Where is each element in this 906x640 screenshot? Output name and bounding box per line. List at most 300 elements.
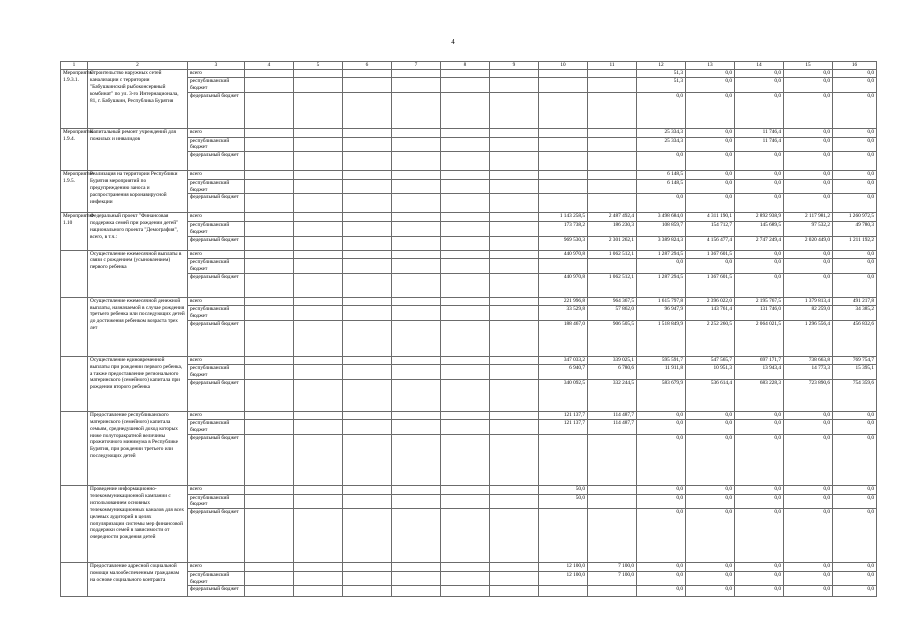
empty-cell: [392, 258, 441, 273]
empty-cell: [490, 365, 539, 380]
empty-cell: [441, 250, 490, 258]
funding-source: республиканский бюджет: [188, 306, 245, 321]
funding-source: республиканский бюджет: [188, 494, 245, 509]
value-cell: 1 367 601,5: [686, 250, 735, 258]
empty-cell: [245, 297, 294, 305]
value-cell: 188 467,0: [539, 320, 588, 356]
value-cell: 131 746,0: [735, 306, 784, 321]
funding-source: всего: [188, 213, 245, 221]
empty-cell: [343, 213, 392, 221]
empty-cell: [245, 137, 294, 152]
empty-cell: [245, 509, 294, 563]
value-cell: 2 487 492,4: [588, 213, 637, 221]
empty-cell: [245, 129, 294, 137]
value-cell: 1 211 192,2: [833, 236, 877, 250]
empty-cell: [294, 494, 343, 509]
empty-cell: [392, 179, 441, 194]
value-cell: 2 892 938,9: [735, 213, 784, 221]
value-cell: [539, 171, 588, 179]
empty-cell: [392, 411, 441, 419]
empty-cell: [490, 411, 539, 419]
value-cell: [539, 70, 588, 78]
column-number-cell: 6: [343, 62, 392, 70]
value-cell: 25 334,3: [637, 137, 686, 152]
funding-source: федеральный бюджет: [188, 586, 245, 597]
empty-cell: [343, 356, 392, 364]
value-cell: [539, 179, 588, 194]
empty-cell: [245, 435, 294, 486]
value-cell: 683 228,3: [735, 379, 784, 411]
empty-cell: [392, 273, 441, 297]
value-cell: 0,0: [686, 509, 735, 563]
empty-cell: [343, 70, 392, 78]
column-number-row: [61, 62, 877, 70]
empty-cell: [392, 194, 441, 213]
measure-code: [61, 250, 88, 297]
empty-cell: [441, 494, 490, 509]
value-cell: 11 746,4: [735, 129, 784, 137]
funding-source: федеральный бюджет: [188, 152, 245, 171]
value-cell: 4 311 190,1: [686, 213, 735, 221]
empty-cell: [490, 258, 539, 273]
funding-source: республиканский бюджет: [188, 179, 245, 194]
value-cell: 0,0: [833, 563, 877, 571]
empty-cell: [392, 509, 441, 563]
table-row: [61, 70, 877, 78]
empty-cell: [245, 486, 294, 494]
value-cell: 0,0: [637, 258, 686, 273]
empty-cell: [392, 365, 441, 380]
empty-cell: [441, 137, 490, 152]
column-number-cell: 1: [61, 62, 88, 70]
value-cell: 583 679,9: [637, 379, 686, 411]
empty-cell: [490, 379, 539, 411]
funding-source: федеральный бюджет: [188, 273, 245, 297]
empty-cell: [490, 320, 539, 356]
value-cell: 340 092,5: [539, 379, 588, 411]
empty-cell: [441, 563, 490, 571]
empty-cell: [343, 258, 392, 273]
empty-cell: [392, 379, 441, 411]
value-cell: 0,0: [637, 435, 686, 486]
value-cell: 0,0: [833, 179, 877, 194]
empty-cell: [343, 236, 392, 250]
measure-code: Мероприятие 1.9.5.: [61, 171, 88, 213]
table-row: [61, 297, 877, 305]
value-cell: 0,0: [686, 411, 735, 419]
funding-source: всего: [188, 411, 245, 419]
column-number-cell: 9: [490, 62, 539, 70]
empty-cell: [245, 411, 294, 419]
value-cell: 0,0: [686, 486, 735, 494]
empty-cell: [490, 93, 539, 129]
value-cell: 0,0: [784, 93, 833, 129]
empty-cell: [343, 571, 392, 586]
value-cell: 0,0: [833, 571, 877, 586]
value-cell: [588, 435, 637, 486]
value-cell: 2 301 262,1: [588, 236, 637, 250]
value-cell: 0,0: [637, 194, 686, 213]
empty-cell: [441, 213, 490, 221]
empty-cell: [490, 194, 539, 213]
value-cell: 11 911,8: [637, 365, 686, 380]
empty-cell: [441, 586, 490, 597]
funding-source: федеральный бюджет: [188, 93, 245, 129]
empty-cell: [294, 273, 343, 297]
value-cell: 12 100,0: [539, 563, 588, 571]
value-cell: 0,0: [833, 250, 877, 258]
empty-cell: [245, 273, 294, 297]
value-cell: 0,0: [686, 420, 735, 435]
empty-cell: [343, 179, 392, 194]
value-cell: 0,0: [833, 273, 877, 297]
empty-cell: [245, 356, 294, 364]
value-cell: 186 230,3: [588, 221, 637, 236]
value-cell: 738 663,8: [784, 356, 833, 364]
empty-cell: [441, 171, 490, 179]
funding-source: федеральный бюджет: [188, 435, 245, 486]
value-cell: 0,0: [637, 486, 686, 494]
value-cell: 906 505,5: [588, 320, 637, 356]
value-cell: [539, 586, 588, 597]
value-cell: [539, 152, 588, 171]
value-cell: 456 832,6: [833, 320, 877, 356]
empty-cell: [490, 213, 539, 221]
value-cell: 1 062 512,1: [588, 273, 637, 297]
empty-cell: [343, 297, 392, 305]
empty-cell: [343, 435, 392, 486]
value-cell: 2 117 981,2: [784, 213, 833, 221]
value-cell: [539, 509, 588, 563]
empty-cell: [392, 152, 441, 171]
value-cell: 51,3: [637, 78, 686, 93]
value-cell: 0,0: [735, 250, 784, 258]
value-cell: 2 020 449,0: [784, 236, 833, 250]
value-cell: 2 195 767,5: [735, 297, 784, 305]
empty-cell: [490, 221, 539, 236]
value-cell: 0,0: [686, 435, 735, 486]
value-cell: 96 947,9: [637, 306, 686, 321]
measure-code: [61, 411, 88, 485]
value-cell: 0,0: [784, 171, 833, 179]
value-cell: 173 738,2: [539, 221, 588, 236]
empty-cell: [441, 78, 490, 93]
funding-source: всего: [188, 70, 245, 78]
value-cell: 1 287 294,5: [637, 273, 686, 297]
empty-cell: [441, 70, 490, 78]
empty-cell: [343, 509, 392, 563]
value-cell: 0,0: [637, 571, 686, 586]
value-cell: 0,0: [686, 137, 735, 152]
measure-code: Мероприятие 1.9.4.: [61, 129, 88, 171]
value-cell: 0,0: [784, 152, 833, 171]
column-number-cell: 11: [588, 62, 637, 70]
value-cell: 0,0: [784, 420, 833, 435]
value-cell: 1 367 601,5: [686, 273, 735, 297]
funding-source: федеральный бюджет: [188, 379, 245, 411]
value-cell: 121 137,7: [539, 420, 588, 435]
funding-source: всего: [188, 171, 245, 179]
empty-cell: [441, 306, 490, 321]
empty-cell: [490, 70, 539, 78]
empty-cell: [441, 435, 490, 486]
funding-source: всего: [188, 563, 245, 571]
value-cell: 0,0: [784, 250, 833, 258]
value-cell: 6 148,5: [637, 179, 686, 194]
empty-cell: [490, 486, 539, 494]
measure-code: Мероприятие 1.9.3.1.: [61, 70, 88, 129]
empty-cell: [245, 221, 294, 236]
empty-cell: [490, 129, 539, 137]
empty-cell: [490, 306, 539, 321]
value-cell: [539, 258, 588, 273]
funding-source: федеральный бюджет: [188, 509, 245, 563]
empty-cell: [441, 411, 490, 419]
value-cell: 1 287 294,5: [637, 250, 686, 258]
empty-cell: [294, 297, 343, 305]
empty-cell: [294, 320, 343, 356]
value-cell: [588, 70, 637, 78]
empty-cell: [392, 171, 441, 179]
value-cell: 0,0: [833, 194, 877, 213]
funding-source: республиканский бюджет: [188, 137, 245, 152]
table-row: [61, 250, 877, 258]
value-cell: 0,0: [784, 586, 833, 597]
empty-cell: [343, 171, 392, 179]
value-cell: 3 389 824,3: [637, 236, 686, 250]
value-cell: 0,0: [735, 563, 784, 571]
value-cell: 0,0: [833, 171, 877, 179]
value-cell: 114 487,7: [588, 411, 637, 419]
empty-cell: [490, 236, 539, 250]
empty-cell: [294, 258, 343, 273]
value-cell: 0,0: [833, 258, 877, 273]
empty-cell: [245, 420, 294, 435]
empty-cell: [392, 250, 441, 258]
empty-cell: [294, 70, 343, 78]
value-cell: 14 773,3: [784, 365, 833, 380]
empty-cell: [343, 78, 392, 93]
value-cell: 1 518 849,9: [637, 320, 686, 356]
empty-cell: [294, 486, 343, 494]
value-cell: 15 395,1: [833, 365, 877, 380]
value-cell: 0,0: [833, 586, 877, 597]
empty-cell: [490, 273, 539, 297]
column-number-cell: 15: [784, 62, 833, 70]
value-cell: 0,0: [833, 152, 877, 171]
column-number-cell: 4: [245, 62, 294, 70]
empty-cell: [294, 250, 343, 258]
value-cell: 0,0: [833, 129, 877, 137]
empty-cell: [392, 297, 441, 305]
empty-cell: [392, 129, 441, 137]
funding-source: республиканский бюджет: [188, 78, 245, 93]
empty-cell: [392, 435, 441, 486]
empty-cell: [392, 213, 441, 221]
value-cell: 7 100,0: [588, 563, 637, 571]
value-cell: 0,0: [637, 586, 686, 597]
empty-cell: [294, 586, 343, 597]
value-cell: [539, 137, 588, 152]
empty-cell: [392, 236, 441, 250]
column-number-cell: 16: [833, 62, 877, 70]
funding-source: республиканский бюджет: [188, 365, 245, 380]
empty-cell: [343, 129, 392, 137]
funding-source: всего: [188, 250, 245, 258]
empty-cell: [294, 171, 343, 179]
empty-cell: [245, 152, 294, 171]
value-cell: [539, 78, 588, 93]
empty-cell: [490, 563, 539, 571]
value-cell: 25 334,3: [637, 129, 686, 137]
column-number-cell: 5: [294, 62, 343, 70]
budget-table: [60, 61, 877, 597]
value-cell: 0,0: [833, 137, 877, 152]
value-cell: 0,0: [686, 129, 735, 137]
value-cell: 1 615 797,8: [637, 297, 686, 305]
empty-cell: [441, 320, 490, 356]
empty-cell: [343, 93, 392, 129]
value-cell: 0,0: [686, 571, 735, 586]
measure-code: [61, 297, 88, 356]
empty-cell: [490, 297, 539, 305]
value-cell: 0,0: [735, 486, 784, 494]
empty-cell: [490, 435, 539, 486]
measure-code: [61, 563, 88, 597]
value-cell: 108 859,7: [637, 221, 686, 236]
value-cell: 0,0: [784, 179, 833, 194]
value-cell: [588, 194, 637, 213]
value-cell: 1 062 512,1: [588, 250, 637, 258]
empty-cell: [392, 494, 441, 509]
value-cell: 221 996,8: [539, 297, 588, 305]
value-cell: 0,0: [637, 420, 686, 435]
funding-source: федеральный бюджет: [188, 320, 245, 356]
value-cell: 50,0: [539, 486, 588, 494]
empty-cell: [490, 494, 539, 509]
measure-name: Реализация на территории Республики Бурятия мероприятий по предупреждению заноса и распространения коронавирусной инфекции: [88, 171, 188, 213]
value-cell: 57 862,0: [588, 306, 637, 321]
value-cell: 154 712,7: [686, 221, 735, 236]
table-row: [61, 563, 877, 571]
value-cell: [588, 494, 637, 509]
empty-cell: [441, 221, 490, 236]
empty-cell: [294, 435, 343, 486]
value-cell: 0,0: [637, 411, 686, 419]
value-cell: 114 487,7: [588, 420, 637, 435]
value-cell: 0,0: [637, 563, 686, 571]
empty-cell: [294, 213, 343, 221]
column-number-cell: 12: [637, 62, 686, 70]
value-cell: 1 296 556,4: [784, 320, 833, 356]
empty-cell: [343, 494, 392, 509]
value-cell: [588, 179, 637, 194]
empty-cell: [490, 509, 539, 563]
value-cell: 145 689,5: [735, 221, 784, 236]
measure-name: Предоставление адресной социальной помощи малообеспеченным гражданам на основе социального контракта: [88, 563, 188, 597]
empty-cell: [441, 194, 490, 213]
measure-name: Осуществление единовременной выплаты при рождении первого ребенка, а также предоставление регионального материнского (семейного) капитала при рождении второго ребенка: [88, 356, 188, 411]
value-cell: 0,0: [735, 258, 784, 273]
empty-cell: [245, 320, 294, 356]
value-cell: 0,0: [784, 78, 833, 93]
table-row: [61, 129, 877, 137]
value-cell: 0,0: [735, 273, 784, 297]
empty-cell: [343, 365, 392, 380]
empty-cell: [392, 356, 441, 364]
empty-cell: [441, 297, 490, 305]
value-cell: 0,0: [686, 194, 735, 213]
empty-cell: [392, 320, 441, 356]
measure-name: Предоставление республиканского материнского (семейного) капитала семьям, среднедушевой доход которых ниже полуторакратной величины прожиточного минимума в Республике Бурятия, при рождении третьего или последующих детей: [88, 411, 188, 485]
funding-source: республиканский бюджет: [188, 571, 245, 586]
empty-cell: [490, 171, 539, 179]
value-cell: 0,0: [735, 435, 784, 486]
value-cell: 6 780,6: [588, 365, 637, 380]
value-cell: 1 260 972,5: [833, 213, 877, 221]
empty-cell: [490, 152, 539, 171]
value-cell: 0,0: [784, 494, 833, 509]
empty-cell: [245, 365, 294, 380]
value-cell: 0,0: [686, 586, 735, 597]
measure-code: [61, 356, 88, 411]
value-cell: 0,0: [686, 152, 735, 171]
empty-cell: [490, 137, 539, 152]
measure-name: Осуществление ежемесячной выплаты в связи с рождением (усыновлением) первого ребенка: [88, 250, 188, 297]
value-cell: 0,0: [784, 129, 833, 137]
empty-cell: [245, 194, 294, 213]
value-cell: [539, 435, 588, 486]
empty-cell: [294, 509, 343, 563]
value-cell: 0,0: [735, 171, 784, 179]
measure-code: Мероприятие 1.10: [61, 213, 88, 250]
value-cell: 0,0: [686, 70, 735, 78]
measure-name: Проведение информационно-телекоммуникационной кампании с использованием основных телекоммуникационных каналов для всех целевых аудиторий в целях популяризации системы мер финансовой поддержки семей в зависимости от очередности рождения детей: [88, 486, 188, 563]
value-cell: 82 259,0: [784, 306, 833, 321]
funding-source: всего: [188, 129, 245, 137]
value-cell: 0,0: [784, 258, 833, 273]
empty-cell: [490, 250, 539, 258]
column-number-cell: 13: [686, 62, 735, 70]
value-cell: [588, 586, 637, 597]
empty-cell: [441, 486, 490, 494]
value-cell: 0,0: [735, 494, 784, 509]
value-cell: 769 754,7: [833, 356, 877, 364]
value-cell: 0,0: [833, 93, 877, 129]
value-cell: 2 064 021,5: [735, 320, 784, 356]
value-cell: 0,0: [833, 486, 877, 494]
value-cell: 347 033,2: [539, 356, 588, 364]
empty-cell: [343, 152, 392, 171]
value-cell: [588, 171, 637, 179]
value-cell: 0,0: [637, 152, 686, 171]
value-cell: 6 940,7: [539, 365, 588, 380]
measure-name: Осуществление ежемесячной денежной выплаты, назначаемой в случае рождения третьего ребенка или последующих детей до достижения ребенком возраста трех лет: [88, 297, 188, 356]
value-cell: 6 148,5: [637, 171, 686, 179]
empty-cell: [294, 93, 343, 129]
value-cell: [588, 129, 637, 137]
value-cell: 969 530,3: [539, 236, 588, 250]
value-cell: 0,0: [784, 563, 833, 571]
value-cell: 143 761,4: [686, 306, 735, 321]
empty-cell: [441, 152, 490, 171]
empty-cell: [294, 179, 343, 194]
value-cell: 0,0: [686, 93, 735, 129]
table-row: [61, 486, 877, 494]
table-row: [61, 411, 877, 419]
empty-cell: [294, 194, 343, 213]
empty-cell: [294, 411, 343, 419]
